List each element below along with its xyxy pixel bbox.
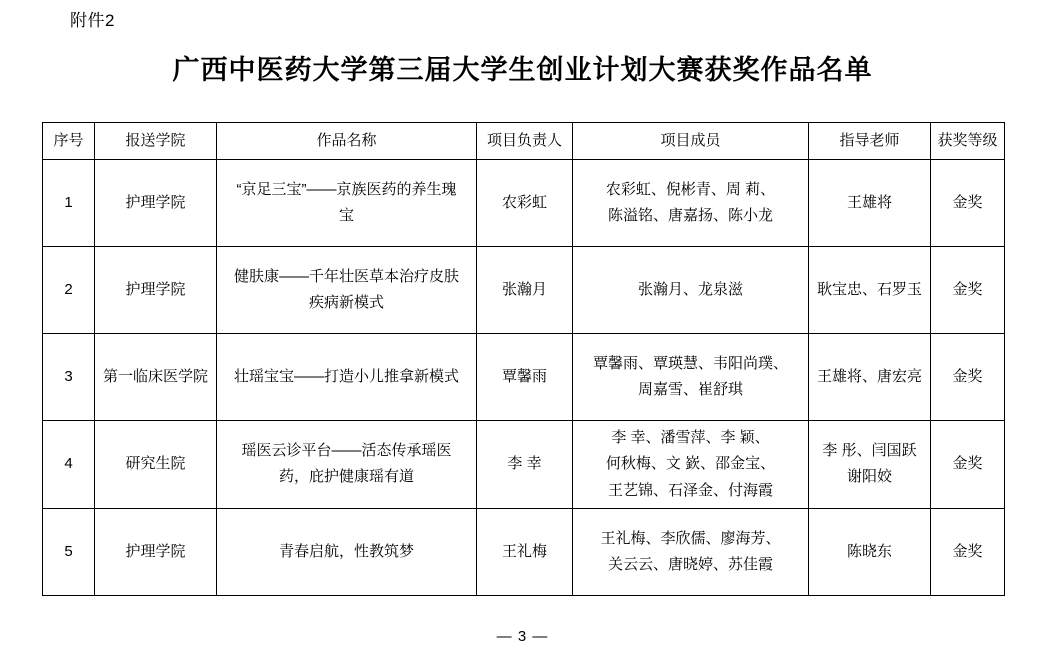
column-header-members: 项目成员 [573, 123, 809, 160]
cell-leader: 李 幸 [477, 421, 573, 509]
cell-members-line: 农彩虹、倪彬青、周 莉、 [605, 180, 776, 198]
cell-leader: 张瀚月 [477, 247, 573, 334]
cell-teacher [809, 160, 931, 247]
table-row [43, 247, 1005, 334]
column-header-college: 报送学院 [95, 123, 217, 160]
cell-members-line: 王艺锦、石泽金、付海霞 [607, 481, 773, 499]
cell-teacher-line: 耿宝忠、石罗玉 [816, 280, 922, 298]
cell-members-line: 周嘉雪、崔舒琪 [637, 381, 743, 398]
cell-work-name-line: 壮瑶宝宝——打造小儿推拿新模式 [233, 367, 459, 385]
cell-college: 护理学院 [95, 247, 217, 334]
cell-teacher-line: 王雄将、唐宏亮 [816, 367, 922, 385]
attachment-label: 附件2 [70, 11, 115, 30]
page-number: — 3 — [496, 628, 549, 645]
cell-award-level: 金奖 [931, 334, 1005, 421]
award-list-table-wrapper [42, 122, 1004, 596]
cell-seq: 5 [43, 508, 95, 595]
table-body [43, 160, 1005, 596]
cell-work-name [217, 421, 477, 509]
table-row [43, 508, 1005, 595]
cell-work-name-line: 疾病新模式 [308, 294, 384, 311]
cell-college: 研究生院 [95, 421, 217, 509]
table-row [43, 334, 1005, 421]
cell-work-name-line: 健肤康——千年壮医草本治疗皮肤 [233, 267, 459, 285]
cell-work-name-line: 青春启航，性教筑梦 [278, 542, 414, 560]
cell-members [573, 160, 809, 247]
cell-work-name-line: “京足三宝”——京族医药的养生瑰 [236, 180, 457, 198]
cell-members [573, 334, 809, 421]
cell-members-line: 何秋梅、文 嶔、邵金宝、 [605, 455, 776, 473]
cell-teacher-line: 王雄将 [846, 193, 892, 211]
cell-award-level: 金奖 [931, 421, 1005, 509]
cell-teacher-line: 谢阳姣 [846, 468, 892, 486]
cell-teacher-line: 陈晓东 [846, 542, 892, 560]
cell-members-line: 覃馨雨、覃瑛慧、韦阳尚璞、 [592, 354, 788, 372]
cell-award-level: 金奖 [931, 508, 1005, 595]
cell-work-name [217, 160, 477, 247]
table-row [43, 421, 1005, 509]
table-header-row [43, 123, 1005, 160]
column-header-work-name: 作品名称 [217, 123, 477, 160]
cell-members [573, 247, 809, 334]
cell-teacher [809, 247, 931, 334]
cell-college: 护理学院 [95, 160, 217, 247]
award-list-table [42, 122, 1005, 596]
cell-work-name-line: 瑶医云诊平台——活态传承瑶医 [241, 442, 452, 460]
cell-members [573, 421, 809, 509]
cell-members-line: 张瀚月、龙泉滋 [637, 280, 743, 298]
cell-work-name-line: 宝 [338, 207, 354, 224]
column-header-teacher: 指导老师 [809, 123, 931, 160]
cell-work-name [217, 334, 477, 421]
table-row [43, 160, 1005, 247]
cell-members-line: 李 幸、潘雪萍、李 颖、 [611, 429, 770, 446]
cell-members-line: 王礼梅、李欣儒、廖海芳、 [600, 529, 781, 547]
cell-college: 第一临床医学院 [95, 334, 217, 421]
cell-award-level: 金奖 [931, 160, 1005, 247]
cell-teacher-line: 李 彤、闫国跃 [822, 442, 917, 460]
column-header-seq: 序号 [43, 123, 95, 160]
cell-leader: 农彩虹 [477, 160, 573, 247]
cell-seq: 2 [43, 247, 95, 334]
cell-work-name-line: 药，庇护健康瑶有道 [278, 468, 414, 486]
cell-teacher [809, 334, 931, 421]
column-header-leader: 项目负责人 [477, 123, 573, 160]
cell-teacher [809, 421, 931, 509]
cell-members-line: 陈溢铭、唐嘉扬、陈小龙 [607, 207, 773, 224]
table-header [43, 123, 1005, 160]
cell-seq: 4 [43, 421, 95, 509]
cell-members [573, 508, 809, 595]
cell-college: 护理学院 [95, 508, 217, 595]
cell-members-line: 关云云、唐晓婷、苏佳霞 [607, 555, 773, 573]
cell-teacher [809, 508, 931, 595]
cell-seq: 1 [43, 160, 95, 247]
cell-leader: 王礼梅 [477, 508, 573, 595]
cell-seq: 3 [43, 334, 95, 421]
cell-leader: 覃馨雨 [477, 334, 573, 421]
cell-work-name [217, 247, 477, 334]
cell-work-name [217, 508, 477, 595]
column-header-award-level: 获奖等级 [931, 123, 1005, 160]
page-title: 广西中医药大学第三届大学生创业计划大赛获奖作品名单 [172, 55, 873, 85]
cell-award-level: 金奖 [931, 247, 1005, 334]
